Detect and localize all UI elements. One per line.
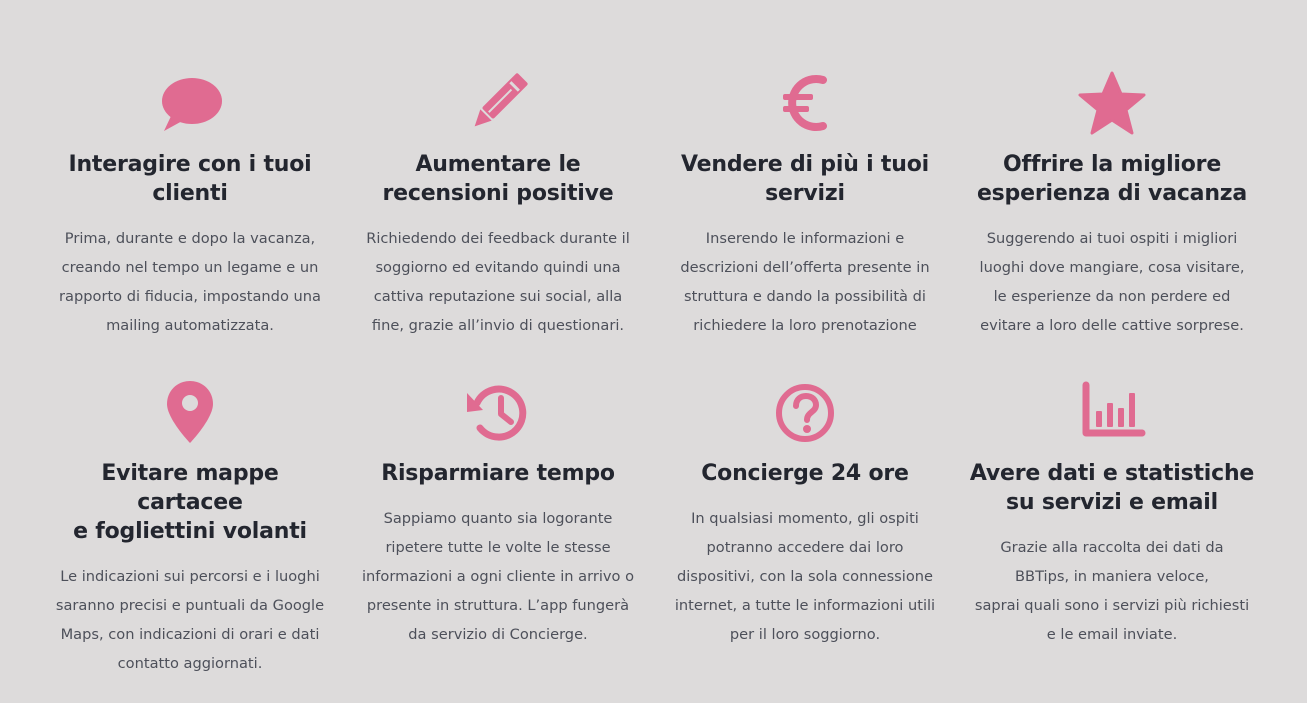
- question-circle-icon: [765, 379, 845, 445]
- feature-best-experience: [967, 70, 1257, 340]
- euro-icon: [765, 70, 845, 136]
- feature-description: Sappiamo quanto sia logorante ripetere tutte le volte le stesse informazioni a ogni cliente in arrivo o presente in struttura. L’app fungerà da servizio di Concierge.: [361, 510, 635, 643]
- star-icon: [1072, 70, 1152, 136]
- feature-interact-clients: [45, 70, 335, 340]
- feature-concierge-24h: [660, 379, 950, 649]
- map-pin-icon: [150, 379, 230, 445]
- feature-title: Aumentare le recensioni positive: [382, 152, 614, 206]
- feature-description: Grazie alla raccolta dei dati da BBTips, in maniera veloce, saprai quali sono i servizi più richiesti e le email inviate.: [974, 539, 1250, 643]
- feature-description: Inserendo le informazioni e descrizioni dell’offerta presente in struttura e dando la possibilità di richiedere la loro prenotazione: [680, 230, 930, 334]
- feature-description: In qualsiasi momento, gli ospiti potranno accedere dai loro dispositivi, con la sola connessione internet, a tutte le informazioni utili per il loro soggiorno.: [674, 510, 936, 643]
- history-clock-icon: [458, 379, 538, 445]
- feature-description: Le indicazioni sui percorsi e i luoghi saranno precisi e puntuali da Google Maps, con indicazioni di orari e dati contatto aggiornati.: [55, 568, 325, 672]
- feature-description: Prima, durante e dopo la vacanza, creando nel tempo un legame e un rapporto di fiducia, impostando una mailing automatizzata.: [59, 230, 321, 334]
- feature-avoid-paper-maps: [45, 379, 335, 678]
- feature-sell-services: [660, 70, 950, 340]
- feature-title: Avere dati e statistiche su servizi e email: [969, 461, 1255, 515]
- feature-positive-reviews: [353, 70, 643, 340]
- feature-save-time: [353, 379, 643, 649]
- feature-title: Interagire con i tuoi clienti: [68, 152, 312, 206]
- feature-data-statistics: [967, 379, 1257, 649]
- feature-title: Offrire la migliore esperienza di vacanza: [976, 152, 1248, 206]
- feature-description: Richiedendo dei feedback durante il soggiorno ed evitando quindi una cattiva reputazione sui social, alla fine, grazie all’invio di questionari.: [366, 230, 630, 334]
- feature-title: Vendere di più i tuoi servizi: [681, 152, 929, 206]
- feature-title: Risparmiare tempo: [381, 461, 615, 486]
- chat-bubble-icon: [150, 70, 230, 136]
- bar-chart-icon: [1072, 379, 1152, 445]
- feature-description: Suggerendo ai tuoi ospiti i migliori luoghi dove mangiare, cosa visitare, le esperienze da non perdere ed evitare a loro delle cattive sorprese.: [979, 230, 1245, 334]
- pencil-icon: [458, 70, 538, 136]
- feature-title: Evitare mappe cartacee e fogliettini volanti: [73, 461, 307, 544]
- feature-title: Concierge 24 ore: [701, 461, 909, 486]
